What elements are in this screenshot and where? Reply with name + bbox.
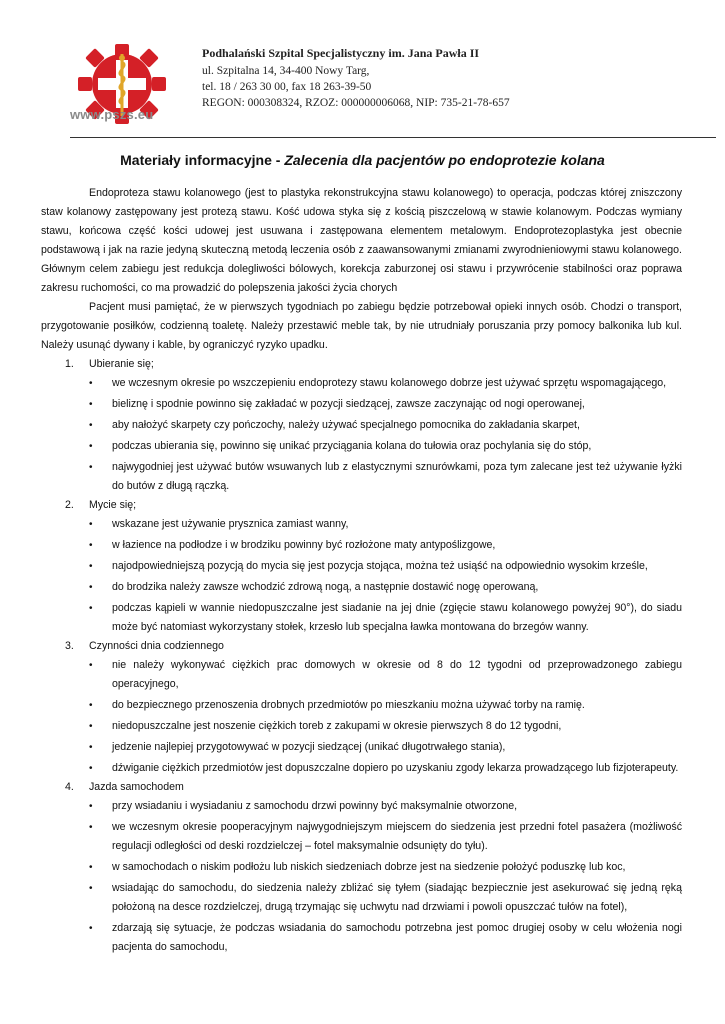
bullet-icon: • xyxy=(89,660,93,671)
list-item-text: we wczesnym okresie pooperacyjnym najwygodniejszym miejscem do siedzenia jest przedni fotel pasażera (możliwość regulacji odległości od deski rozdzielczej – fotel maksymalnie odsunięty do tyłu). xyxy=(112,821,682,852)
bullet-icon: • xyxy=(89,540,93,551)
section-bullet-list xyxy=(41,374,682,496)
section-heading xyxy=(41,355,682,374)
hospital-name: Podhalański Szpital Specjalistyczny im. Jana Pawła II xyxy=(202,46,480,60)
list-item-text: zdarzają się sytuacje, że podczas wsiadania do samochodu potrzebna jest pomoc drugiej osoby w celu włożenia nogi pacjenta do samochodu, xyxy=(112,922,682,953)
hospital-address: ul. Szpitalna 14, 34-400 Nowy Targ, xyxy=(202,65,370,77)
list-item-text: do brodzika należy zawsze wchodzić zdrową nogą, a następnie dostawić nogę operowaną, xyxy=(112,581,539,593)
list-item xyxy=(41,578,682,597)
list-item-text: w samochodach o niskim podłożu lub niskich siedzeniach dobrze jest na siedzenie położyć poduszkę lub koc, xyxy=(112,861,626,873)
bullet-icon: • xyxy=(89,399,93,410)
hospital-phone: tel. 18 / 263 30 00, fax 18 263-39-50 xyxy=(202,81,372,93)
section-number: 2. xyxy=(65,499,74,511)
section-number: 1. xyxy=(65,358,74,370)
bullet-icon: • xyxy=(89,462,93,473)
list-item xyxy=(41,437,682,456)
bullet-icon: • xyxy=(89,862,93,873)
bullet-icon: • xyxy=(89,441,93,452)
bullet-icon: • xyxy=(89,378,93,389)
section-bullet-list xyxy=(41,797,682,957)
section-heading-text: Czynności dnia codziennego xyxy=(89,640,224,652)
section-heading-text: Jazda samochodem xyxy=(89,781,184,793)
bullet-icon: • xyxy=(89,763,93,774)
list-item xyxy=(41,717,682,736)
bullet-icon: • xyxy=(89,742,93,753)
list-item xyxy=(41,656,682,694)
bullet-icon: • xyxy=(89,822,93,833)
list-item xyxy=(41,797,682,816)
list-item xyxy=(41,818,682,856)
list-item-text: aby nałożyć skarpety czy pończochy, należy używać specjalnego pomocnika do zakładania skarpet, xyxy=(112,419,580,431)
logo-emblem-icon xyxy=(72,38,172,138)
list-item-text: do bezpiecznego przenoszenia drobnych przedmiotów po mieszkaniu można używać torby na ramię. xyxy=(112,699,585,711)
list-item-text: najodpowiedniejszą pozycją do mycia się jest pozycja stojąca, można też usiąść na odpowiednio wysokim krześle, xyxy=(112,560,648,572)
list-item-text: wsiadając do samochodu, do siedzenia należy zbliżać się tyłem (siadając bezpiecznie jest asekurować się jedną ręką położoną na desce rozdzielczej, drugą trzymając się uchwytu nad drzwiami i powoli opuszczać tułów na fotel), xyxy=(112,882,682,913)
bullet-icon: • xyxy=(89,700,93,711)
list-item-text: najwygodniej jest używać butów wsuwanych lub z elastycznymi sznurówkami, poza tym zalecane jest też używanie łyżki do butów z długą rączką. xyxy=(112,461,682,492)
list-item xyxy=(41,557,682,576)
list-item xyxy=(41,696,682,715)
bullet-icon: • xyxy=(89,420,93,431)
bullet-icon: • xyxy=(89,519,93,530)
list-item-text: jedzenie najlepiej przygotowywać w pozycji siedzącej (unikać długotrwałego stania), xyxy=(112,741,506,753)
section-3 xyxy=(41,637,682,778)
bullet-icon: • xyxy=(89,561,93,572)
list-item xyxy=(41,759,682,778)
document-title xyxy=(0,152,725,168)
list-item xyxy=(41,858,682,877)
list-item-text: podczas kąpieli w wannie niedopuszczalne jest siadanie na jej dnie (zgięcie stawu kolanowego powyżej 90°), do siadu może być natomiast wykorzystany stołek, krzesło lub specjalna ławka montowana do brzegów wanny. xyxy=(112,602,682,633)
title-subtitle: Zalecenia dla pacjentów po endoprotezie kolana xyxy=(284,152,605,168)
bullet-icon: • xyxy=(89,801,93,812)
list-item-text: nie należy wykonywać ciężkich prac domowych w okresie od 8 do 12 tygodni od przeprowadzonego zabiegu operacyjnego, xyxy=(112,659,682,690)
section-bullet-list xyxy=(41,515,682,637)
section-bullet-list xyxy=(41,656,682,778)
document-body xyxy=(41,184,682,957)
header-divider xyxy=(70,137,716,138)
list-item-text: podczas ubierania się, powinno się unikać przyciągania kolana do tułowia oraz pochylania się do stóp, xyxy=(112,440,592,452)
list-item xyxy=(41,395,682,414)
hospital-info xyxy=(202,45,682,111)
list-item-text: dźwiganie ciężkich przedmiotów jest dopuszczalne dopiero po uzyskaniu zgody lekarza prowadzącego lub fizjoterapeuty. xyxy=(112,762,679,774)
list-item-text: niedopuszczalne jest noszenie ciężkich toreb z zakupami w okresie pierwszych 8 do 12 tygodni, xyxy=(112,720,562,732)
bullet-icon: • xyxy=(89,923,93,934)
list-item xyxy=(41,879,682,917)
hospital-ids: REGON: 000308324, RZOZ: 000000006068, NIP: 735-21-78-657 xyxy=(202,97,510,109)
list-item xyxy=(41,515,682,534)
list-item xyxy=(41,738,682,757)
section-number: 3. xyxy=(65,640,74,652)
bullet-icon: • xyxy=(89,582,93,593)
list-item xyxy=(41,416,682,435)
section-heading-text: Mycie się; xyxy=(89,499,137,511)
section-number: 4. xyxy=(65,781,74,793)
list-item xyxy=(41,536,682,555)
hospital-logo xyxy=(72,38,172,138)
list-item xyxy=(41,919,682,957)
bullet-icon: • xyxy=(89,883,93,894)
logo-website-text: www.pszs.eu xyxy=(70,107,154,122)
section-heading xyxy=(41,637,682,656)
recommendation-sections xyxy=(41,355,682,957)
title-main: Materiały informacyjne - xyxy=(120,152,285,168)
bullet-icon: • xyxy=(89,721,93,732)
section-4 xyxy=(41,778,682,957)
list-item-text: we wczesnym okresie po wszczepieniu endoprotezy stawu kolanowego dobrze jest używać sprzętu wspomagającego, xyxy=(112,377,667,389)
section-heading xyxy=(41,778,682,797)
section-1 xyxy=(41,355,682,496)
list-item-text: bieliznę i spodnie powinno się zakładać w pozycji siedzącej, zawsze zaczynając od nogi operowanej, xyxy=(112,398,585,410)
list-item xyxy=(41,374,682,393)
list-item xyxy=(41,599,682,637)
list-item-text: w łazience na podłodze i w brodziku powinny być rozłożone maty antypoślizgowe, xyxy=(112,539,496,551)
list-item-text: wskazane jest używanie prysznica zamiast wanny, xyxy=(112,518,349,530)
list-item-text: przy wsiadaniu i wysiadaniu z samochodu drzwi powinny być maksymalnie otworzone, xyxy=(112,800,518,812)
list-item xyxy=(41,458,682,496)
section-heading xyxy=(41,496,682,515)
section-2 xyxy=(41,496,682,637)
bullet-icon: • xyxy=(89,603,93,614)
intro-paragraph: Endoproteza stawu kolanowego (jest to plastyka rekonstrukcyjna stawu kolanowego) to operacja, podczas której zniszczony staw kolanowy zastępowany jest protezą stawu. Kość udowa styka się z kością piszczelową w stawie kolanowym. Podczas wymiany stawu, końcowa część kości udowej jest usuwana i zastępowana elementem metalowym. Endoprotezoplastyka jest obecnie podstawową i jak na razie jedyną skuteczną metodą leczenia osób z zaawansowanymi zmianami zwyrodnieniowymi stawu kolanowego. Głównym celem zabiegu jest redukcja dolegliwości bólowych, korekcja zaburzonej osi stawu i przywrócenie stabilności oraz poprawa zakresu ruchomości, co ma prowadzić do polepszenia jakości życia chorych xyxy=(41,187,682,294)
section-heading-text: Ubieranie się; xyxy=(89,358,154,370)
care-paragraph: Pacjent musi pamiętać, że w pierwszych tygodniach po zabiegu będzie potrzebował opieki innych osób. Chodzi o transport, przygotowanie posiłków, codzienną toaletę. Należy przestawić meble tak, by nie utrudniały poruszania przy pomocy balkonika lub kul. Należy usunąć dywany i kable, by ograniczyć ryzyko upadku. xyxy=(41,301,682,351)
